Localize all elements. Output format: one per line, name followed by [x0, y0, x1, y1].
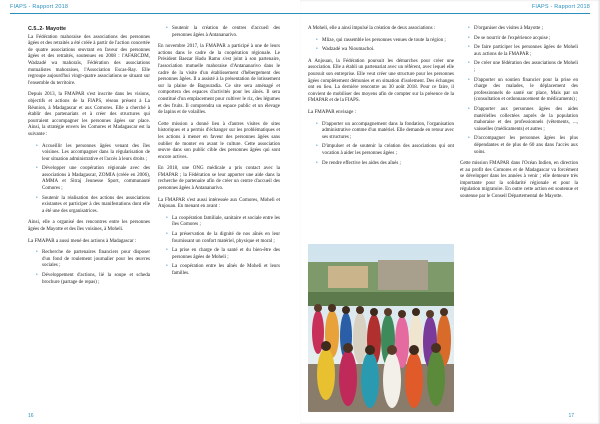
paragraph: La Fédération mahoraise des associations des personnes âgées et des retraités a été créée à partir de l'action concertée de quatre associations œuvrant en faveur des personnes âgées et des retraités, soutenues en 2008 : l'AFARCDM, Wadzadé wa mahoraïs, Fédération des associations mutualistes mahoraises, l'Association Escas-Ray. Elle regroupe aujourd'hui vingt-quatre associations se situant sur l'ensemble du territoire.	[28, 34, 150, 86]
paragraph: Cette mission FMAPAR dans l'Océan Indien, en direction et au profit des Comores et de Madagascar va forcément se développer dans les années à venir ; elle demeure très importante pour la solidarité régionale et pour la régulation migratoire. En outre cette action est soutenue et soutenue par le Conseil Départemental de Mayotte.	[460, 161, 578, 200]
list-item: • Soutenir la réalisation des actions des associations existantes et participer à des manifestations dont elle a été une des organisatrices.	[36, 196, 150, 216]
list-item: • D'apporter un accompagnement dans la fondation, l'organisation administrative comme d'un matériel. Elle demande en retour avec ses structures ;	[316, 122, 454, 142]
list-item: • Wadzadé wa Nioumachoi.	[316, 47, 454, 54]
paragraph: La FMAPAR a aussi mené des actions à Madagascar :	[28, 238, 137, 244]
list-item: • D'accompagner les personnes âgées les plus dépendantes et de plus de 60 ans dans l'accès aux soins.	[468, 136, 578, 156]
left-page-number: 16	[28, 413, 34, 419]
bullet-list	[28, 250, 150, 286]
list-item: • Développement d'actions, lié la soupe et scheda brochure (partage de repas) ;	[36, 273, 150, 286]
paragraph: La FMAPAR envisage :	[308, 109, 357, 115]
list-item: • La prise en charge de la santé et du bien-être des personnes âgées de Moheli ;	[166, 248, 280, 261]
list-item: • De se nourrir de l'expérience acquise ;	[468, 36, 578, 43]
bullet-list	[158, 26, 280, 39]
header-rule	[300, 13, 590, 14]
bullet-list	[158, 216, 280, 278]
paragraph: Cette mission a donné lieu à d'autres visites de sites historiques et a permis d'échanger sur les problématiques et les actions à mener en faveur des personnes âgées sans oublier de monter en avant le culture. Cette association œuvre dans son public cible des personnes âgées qui sont encore actives.	[158, 121, 280, 160]
bullet-list	[308, 38, 454, 54]
bullet-list	[308, 122, 454, 168]
list-item: • La coopération familiale, sanitaire et sociale entre les îles Comores ;	[166, 216, 280, 229]
left-column-2	[158, 26, 280, 283]
right-page	[300, 0, 600, 424]
right-column-1	[308, 26, 454, 172]
list-item: • De créer une fédération des associations de Moheli ;	[468, 61, 578, 74]
paragraph: En novembre 2017, la FMAPAR a participé à une de leurs actions dans le cadre de la coopération régionale. Le Président Baezar Hadu Ramu s'est joint à son partenaire, l'association mutuelle mahoraise d'Antananarivo dans le cadre de la visite d'un établissement d'hébergement des personnes âgées. Il a assisté à la présentation de lotissement sur la plaine de Bagouradia. Ce site sera aménagé et comportera des espaces d'activités pour les aînés. Il sera constitué d'un emplacement pour cultiver le riz, des légumes et des fruits. Il comprendra un espace public et un élevage de lapins et de volailles.	[158, 44, 280, 116]
paragraph: Ainsi, elle a organisé des rencontres entre les personnes âgées de Mayotte et des îles voisines, à Moheli.	[28, 220, 150, 233]
right-running-head: FIAPS - Rapport 2018	[531, 4, 590, 10]
group-photo	[308, 244, 454, 412]
list-item: • De rendre effective les aides des aînés ;	[316, 161, 454, 168]
header-rule	[10, 13, 300, 14]
paragraph: Depuis 2013, la FMAPAR s'est inscrite dans les visions, objectifs et actions de la FIAPS, réseau présent à La Réunion, à Madagascar et aux Comores. Elle a cherché à établir des partenariats et à créer des structures qui pourraient accompagner les personnes âgées sur place. Ainsi, la stratégie envers les Comores et Madagascar est la suivante :	[28, 92, 150, 137]
list-item: • D'apporter un soutien financier pour la prise en charge des malades, le déplacement des professionnels de santé sur place, Mais par un (consultation et ordonnancement de médicaments) ;	[468, 78, 578, 104]
list-item: • La préservation de la dignité de nos aînés en leur fournissant un confort matériel, physique et moral ;	[166, 232, 280, 245]
right-page-number: 17	[568, 413, 574, 419]
paragraph: En 2018, une ONG médicale a pris contact avec la FMAPAR ; la Fédération se leur apporter une aide dans la recherche de partenaire afin de créer un centre d'accueil des personnes âgées à Antananarivo.	[158, 166, 280, 192]
paragraph: La FMAPAR s'est aussi intéressée aux Comores, Moheli et Anjouan. En menant en avant :	[158, 197, 280, 210]
list-item: • Développer une coopération régionale avec des associations à Madagascar, ZOMIA (créée en 2006), AMMA et Sitraj Jeunesse Sport, communauté Comores ;	[36, 166, 150, 192]
left-column-1	[28, 26, 150, 291]
list-item: • Mlize, qui rassemble les personnes venues de toute la région ;	[316, 38, 454, 45]
group-photo-icon	[308, 244, 454, 412]
list-item: • D'impulser et de soutenir la création des associations qui ont vocation à aider les personnes âgées ;	[316, 144, 454, 157]
section-heading: C.5..2- Mayotte	[28, 26, 67, 32]
list-item: • Accueillir les personnes âgées venant des îles voisines. Les accompagner dans la régularisation de leur situation administrative et l'accès à leurs droits ;	[36, 144, 150, 164]
list-item: • De faire participer les personnes âgées de Moheli aux actions de la FMAPAR ;	[468, 45, 578, 58]
list-item: • D'apporter aux personnes âgées des aides matérielles collectées auprès de la population mahoraise et des professionnels (vêtements, ..., vaisselles (médicaments) et autres ;	[468, 107, 578, 133]
paragraph: A Moheli, elle a ainsi impulsé la création de deux associations :	[308, 26, 436, 31]
list-item: • D'organiser des visites à Mayotte ;	[468, 26, 578, 33]
list-item: • Recherche de partenaires financiers pour disposer d'un fond de roulement journalier pour les œuvres sociales ;	[36, 250, 150, 270]
bullet-list	[460, 26, 578, 156]
list-item: • La coopération entre les aînés de Moheli et leurs familles.	[166, 264, 280, 277]
list-item: • Soutenir la création de centres d'accueil des personnes âgées à Antananarivo.	[166, 26, 280, 39]
bullet-list	[28, 144, 150, 216]
right-column-2	[460, 26, 578, 206]
paragraph: A Anjouan, la Fédération poursuit les démarches pour créer une association. Elle a établi un partenariat avec un référent, avec lequel elle poursuit son entreprise. Elle veut créer une structure pour les personnes âgées complètement démunies et en situation d'isolement. Des échanges ont eu lieu. La dernière rencontre au 30 août 2018. Pour ce faire, il convient de mobiliser des moyens afin de compter sur la présence de la FMAPAR et de la FIAPS.	[308, 58, 454, 104]
left-running-head: FIAPS - Rapport 2018	[10, 4, 69, 10]
